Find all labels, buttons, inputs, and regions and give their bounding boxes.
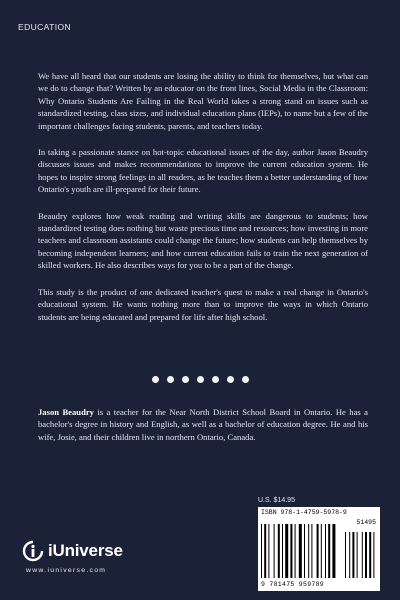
- divider-dot: [152, 376, 159, 383]
- publisher-name: iUniverse: [48, 541, 123, 560]
- divider-dot: [182, 376, 189, 383]
- price-label: U.S. $14.95: [258, 497, 295, 504]
- divider-dot: [212, 376, 219, 383]
- author-bio: [38, 406, 368, 443]
- iuniverse-logo-icon: [22, 540, 44, 562]
- author-name: Jason Beaudry: [38, 407, 94, 417]
- blurb-paragraph-4: This study is the product of one dedicated teacher's quest to make a real change in Ontario's educational system. He wants nothing more than to improve the ways in which Ontario students are being educated and prepared for life after high school.: [38, 286, 368, 322]
- publisher-logo: [22, 540, 123, 562]
- price-code: 51495: [356, 519, 376, 526]
- back-cover-blurb: [38, 70, 368, 337]
- section-divider-dots: [0, 376, 400, 383]
- author-bio-text: is a teacher for the Near North District School Board in Ontario. He has a bachelor's degree in history and English, as well as a bachelor of education degree. He and his wife, Josie, and their children live in northern Ontario, Canada.: [38, 407, 368, 442]
- divider-dot: [242, 376, 249, 383]
- blurb-paragraph-2: In taking a passionate stance on hot-topic educational issues of the day, author Jason Beaudry discusses issues and makes recommendations to improve the current education system. He hopes to inspire strong feelings in all readers, as he teaches them a better understanding of how Ontario's youth are ill-prepared for their future.: [38, 147, 368, 195]
- isbn-barcode: [258, 507, 380, 591]
- barcode-bars-icon: [261, 518, 377, 580]
- divider-dot: [227, 376, 234, 383]
- category-label: EDUCATION: [18, 22, 72, 32]
- publisher-url: www.iuniverse.com: [26, 567, 107, 574]
- divider-dot: [197, 376, 204, 383]
- isbn-number: ISBN 978-1-4759-5978-9: [261, 509, 347, 516]
- blurb-paragraph-3: Beaudry explores how weak reading and writing skills are dangerous to students; how standardized testing does nothing but waste precious time and resources; how investing in more teachers and classroom assistants could change the future; how students can help themselves by becoming independent learners; and how current education fails to train the next generation of skilled workers. He also describes ways for you to be a part of the change.: [38, 210, 368, 271]
- blurb-paragraph-1: We have all heard that our students are losing the ability to think for themselves, but what can we do to change that? Written by an educator on the front lines, Social Media in the Classroom: Why Ontario Students Are Failing in the Real World takes a strong stand on issues such as standardized testing, class sizes, and individual education plans (IEPs), to name but a few of the important challenges facing students, parents, and teachers today.: [38, 71, 368, 131]
- ean-digits: 9 781475 959789: [261, 581, 325, 588]
- divider-dot: [167, 376, 174, 383]
